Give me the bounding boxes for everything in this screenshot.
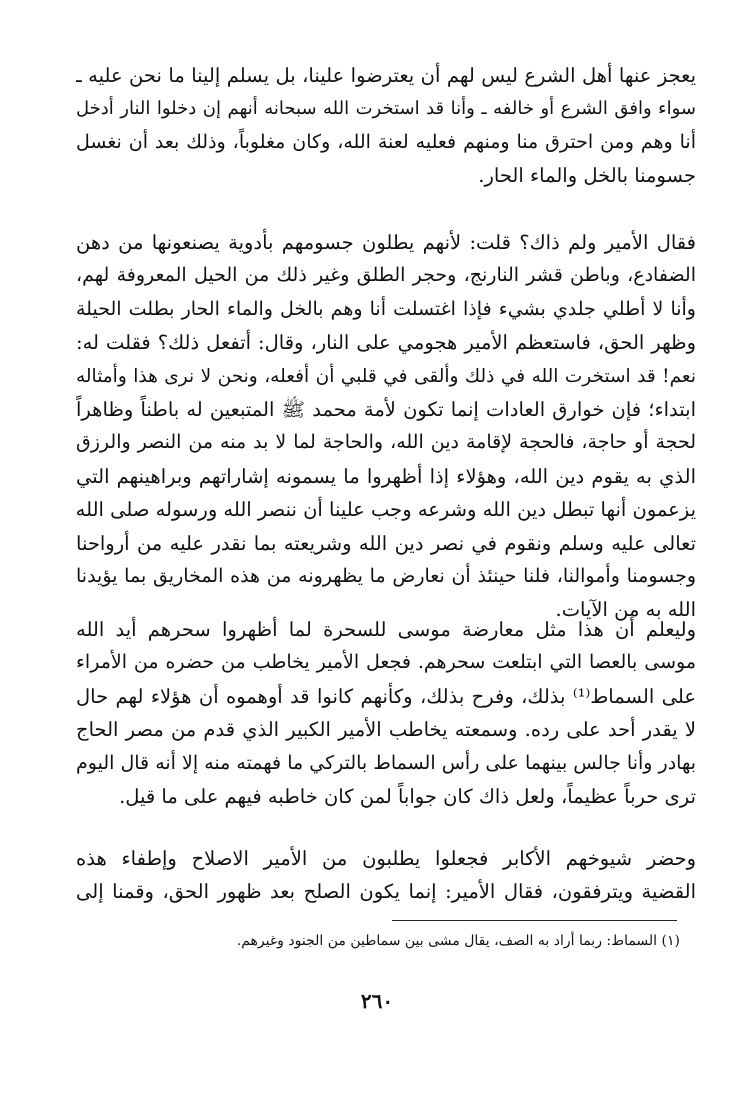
text-line: على السماط⁽¹⁾ بذلك، وفرح بذلك، وكأنهم كانوا قد أوهموه أن هؤلاء لهم حال [76,684,696,708]
text-line: لحجة أو حاجة، فالحجة لإقامة دين الله، والحاجة لما لا بد منه من النصر والرزق [76,431,696,454]
text-line: وأنا لا أطلي جلدي بشيء فإذا اغتسلت أنا وهم بالخل والماء الحار بطلت الحيلة [76,297,696,320]
text-line: سواء وافق الشرع أو خالفه ـ وأنا قد استخرت الله سبحانه أنهم إن دخلوا النار أدخل [76,98,696,120]
text-line: ترى حرباً عظيماً، ولعل ذاك كان جواباً لمن كان خاطبه فيهم على ما قيل. [119,784,696,808]
text-line: لا يقدر أحد على رده. وسمعته يخاطب الأمير الكبير الذي قدم من مصر الحاج [76,718,696,742]
text-line: فقال الأمير ولم ذاك؟ قلت: لأنهم يطلون جسومهم بأدوية يصنعونها من دهن [76,231,696,254]
text-line: الله به من الآيات. [555,598,696,622]
text-line: وحضر شيوخهم الأكابر فجعلوا يطلبون من الأمير الاصلاح وإطفاء هذه [76,847,696,870]
text-line: الضفادع، وباطن قشر النارنج، وحجر الطلق وغير ذلك من الحيل المعروفة لهم، [76,264,696,287]
text-line: بهادر وأنا جالس بينهما على رأس السماط بالتركي ما فهمته منه إلا أنه قال اليوم [76,751,696,774]
text-line: يعجز عنها أهل الشرع ليس لهم أن يعترضوا علينا، بل يسلم إلينا ما نحن عليه ـ [76,64,696,87]
text-line: نعم! قد استخرت الله في ذلك وألقى في قلبي أن أفعله، ونحن لا نرى هذا وأمثاله [76,365,696,387]
text-line: موسى بالعصا التي ابتلعت سحرهم. فجعل الأمير يخاطب من حضره من الأمراء [76,651,696,674]
paragraph-2 [76,226,696,627]
text-line: وظهر الحق، فاستعظم الأمير هجومي على النار، وقال: أتفعل ذلك؟ فقلت له: [76,331,696,355]
paragraph-3 [76,613,696,813]
text-line: وجسومنا وأموالنا، فلنا حينئذ أن نعارض ما يظهرونه من هذه المخاريق بما يؤيدنا [76,564,696,587]
text-line: جسومنا بالخل والماء الحار. [478,164,696,188]
text-line: الذي به يقوم دين الله، وهؤلاء إذا أظهروا ما يسمونه إشاراتهم وبراهينهم التي [76,464,696,488]
footnote: (١) السماط: ربما أراد به الصف، يقال مشى بين سماطين من الجنود وغيرهم. [236,933,680,949]
footnote-separator [392,920,677,921]
paragraph-1 [76,59,696,193]
page-number: ٢٦٠ [360,989,394,1013]
text-line: القضية ويترفقون، فقال الأمير: إنما يكون الصلح بعد ظهور الحق، وقمنا إلى [76,880,696,904]
text-line: ابتداء؛ فإن خوارق العادات إنما تكون لأمة محمد ﷺ المتبعين له باطناً وظاهراً [76,397,696,421]
text-line: وليعلم أن هذا مثل معارضة موسى للسحرة لما أظهروا سحرهم أيد الله [76,618,696,641]
text-line: تعالى عليه وسلم ونقوم في نصر دين الله وشريعته بما نقدر عليه من أرواحنا [76,531,696,555]
text-line: يزعمون أنها تبطل دين الله وشرعه وجب علينا أن ننصر الله ورسوله صلى الله [76,498,696,522]
paragraph-4 [76,842,696,909]
text-line: أنا وهم ومن احترق منا ومنهم فعليه لعنة الله، وكان مغلوباً، وذلك بعد أن نغسل [76,130,696,153]
